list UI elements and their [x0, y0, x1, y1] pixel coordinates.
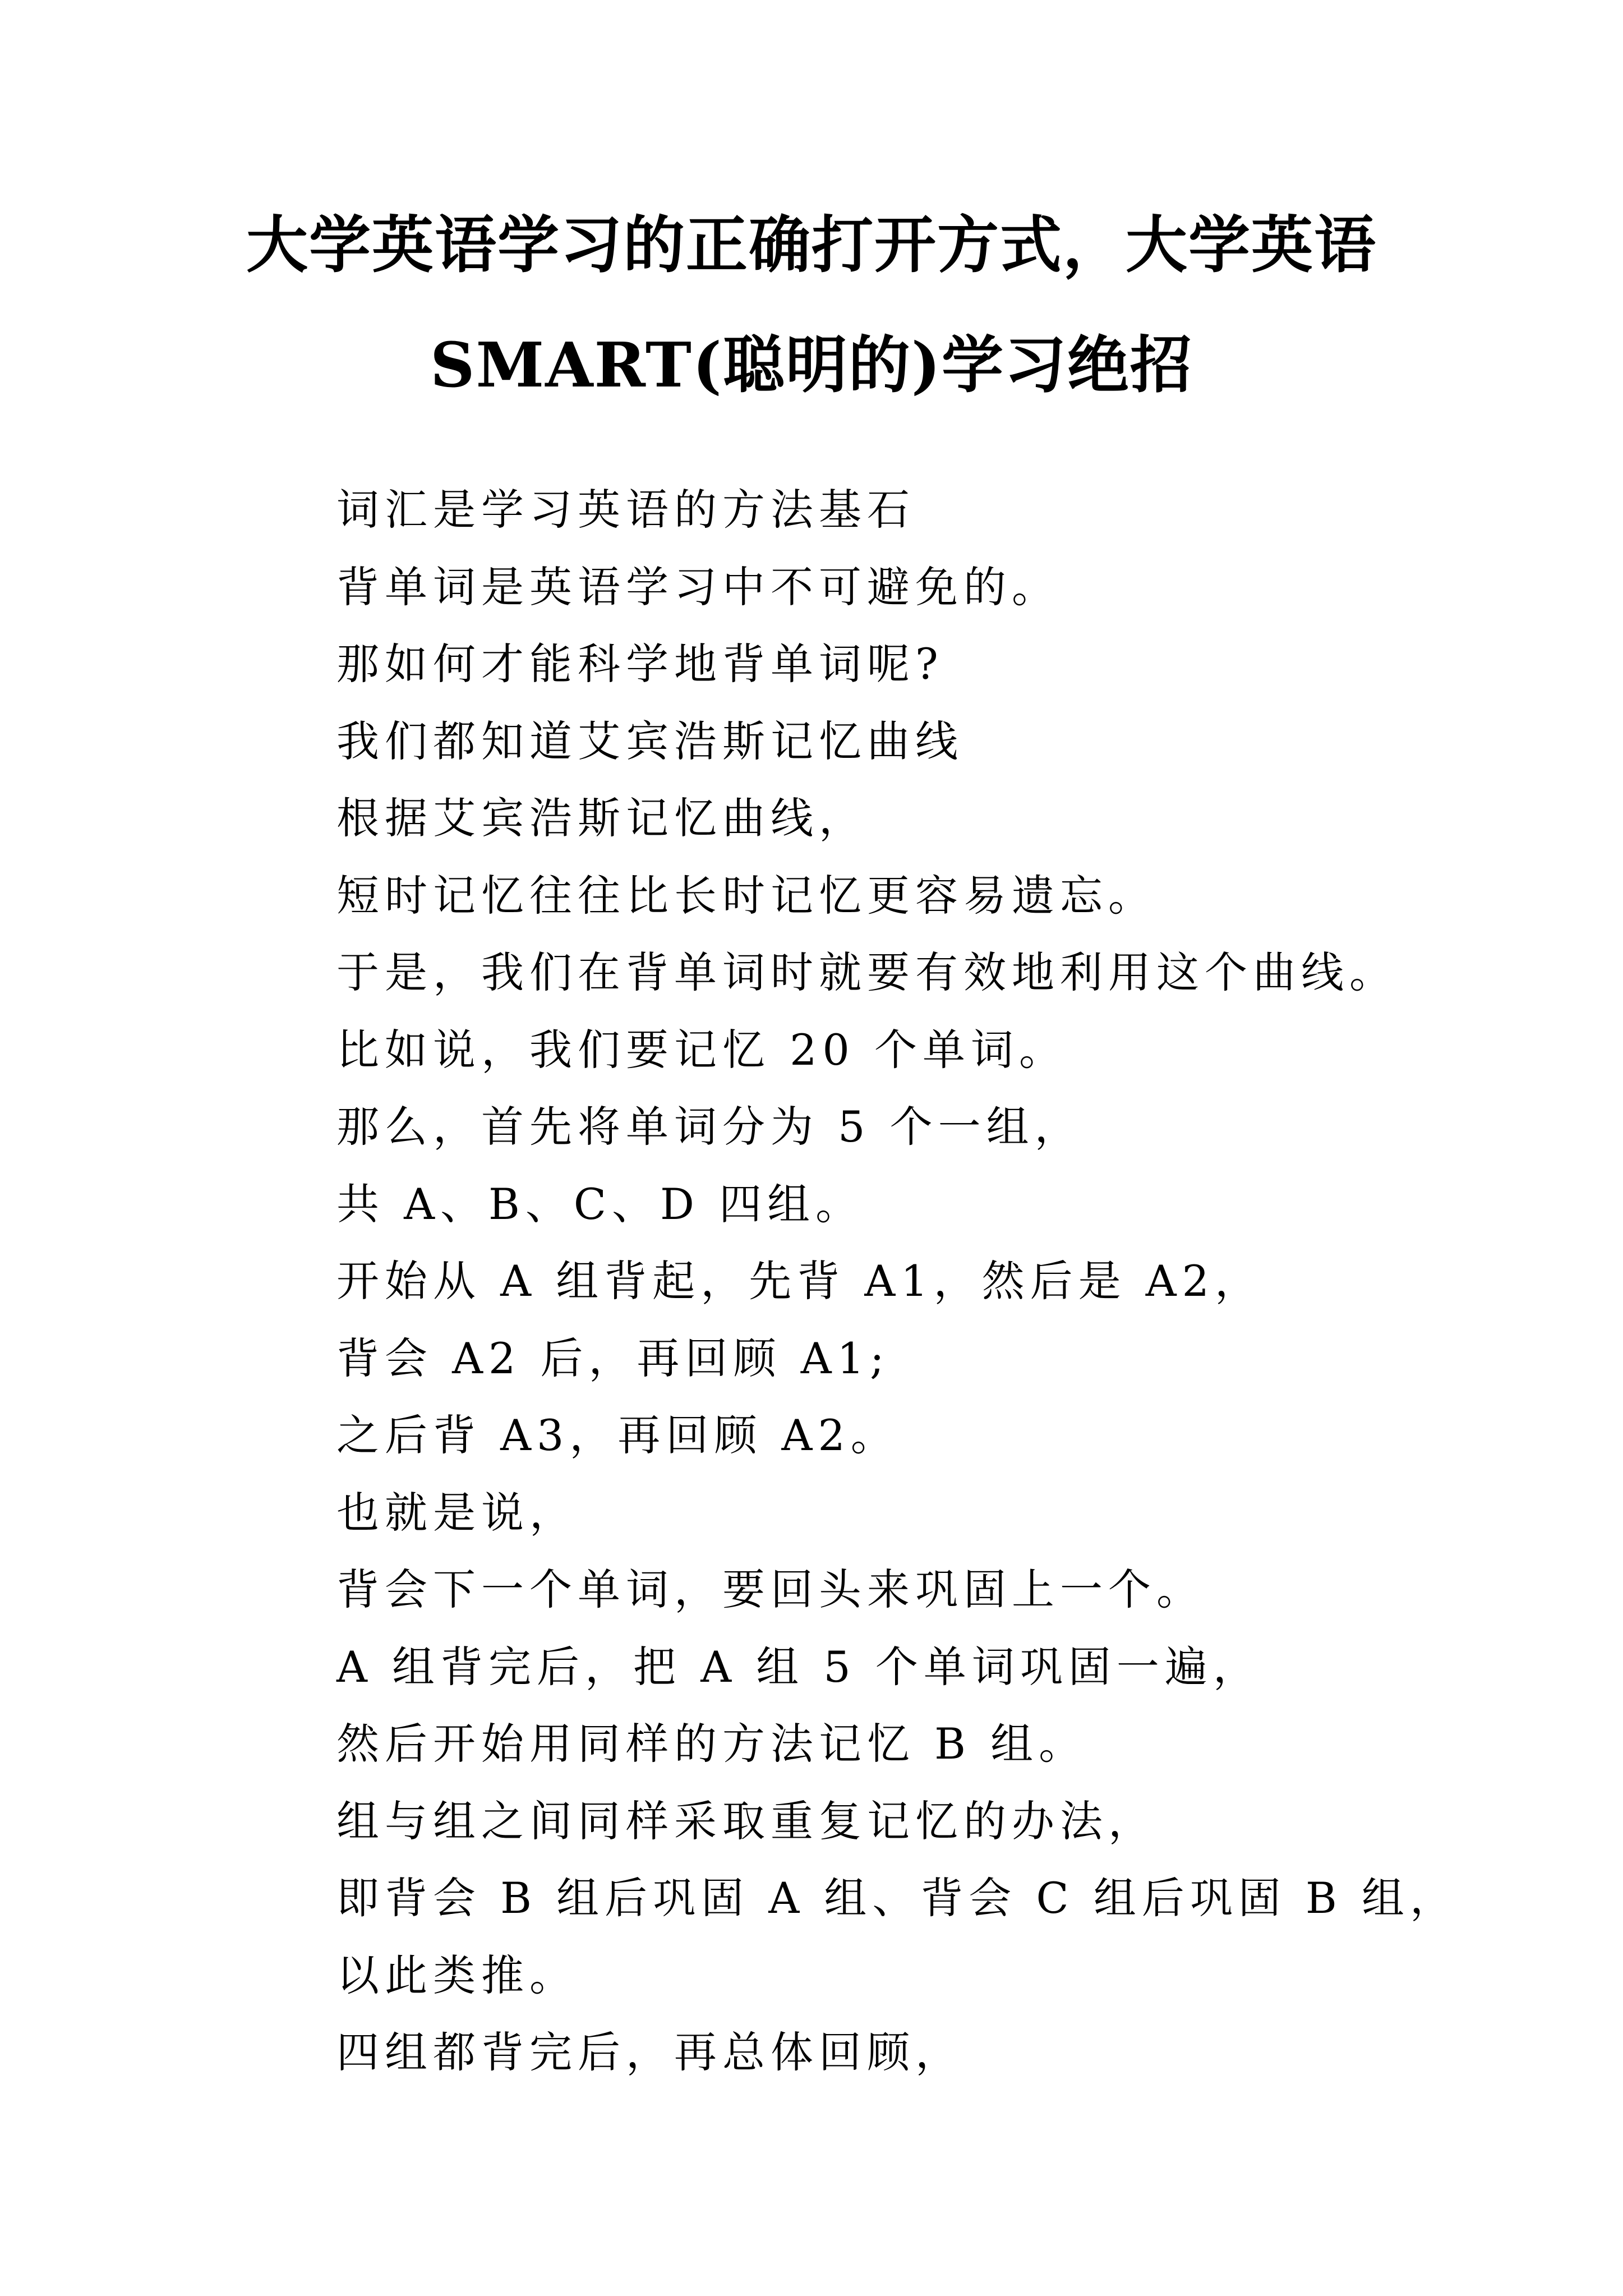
text-line: 那如何才能科学地背单词呢? [336, 639, 944, 689]
text-line: 即背会 B 组后巩固 A 组、背会 C 组后巩固 B 组， [336, 1873, 1458, 1923]
text-line: 四组都背完后，再总体回顾， [336, 2027, 963, 2077]
text-line: 根据艾宾浩斯记忆曲线， [336, 793, 867, 843]
text-line: 背会 A2 后，再回顾 A1; [336, 1333, 890, 1383]
text-line: 以此类推。 [336, 1950, 578, 2000]
text-line: 共 A、B、C、D 四组。 [336, 1179, 864, 1229]
text-line: 开始从 A 组背起，先背 A1，然后是 A2， [336, 1256, 1263, 1306]
text-line: 背单词是英语学习中不可避免的。 [336, 562, 1060, 612]
text-line: 之后背 A3，再回顾 A2。 [336, 1410, 899, 1460]
text-line: 短时记忆往往比长时记忆更容易遗忘。 [336, 870, 1156, 921]
text-line: 那么，首先将单词分为 5 个一组， [336, 1102, 1083, 1152]
text-line: 也就是说， [336, 1487, 578, 1538]
text-line: 词汇是学习英语的方法基石 [336, 485, 915, 535]
text-line: 然后开始用同样的方法记忆 B 组。 [336, 1719, 1087, 1769]
text-line: 我们都知道艾宾浩斯记忆曲线 [336, 716, 963, 766]
document-title [0, 185, 1623, 425]
text-line: A 组背完后，把 A 组 5 个单词巩固一遍， [336, 1641, 1261, 1692]
body-text [336, 471, 1514, 2091]
text-line: 背会下一个单词，要回头来巩固上一个。 [336, 1565, 1205, 1614]
text-line: 组与组之间同样采取重复记忆的办法， [336, 1796, 1156, 1846]
text-line: 比如说，我们要记忆 20 个单词。 [336, 1024, 1068, 1075]
text-line: 于是，我们在背单词时就要有效地利用这个曲线。 [336, 947, 1398, 997]
title-line-1: 大学英语学习的正确打开方式，大学英语 [246, 209, 1377, 281]
title-line-2: SMART(聪明的)学习绝招 [430, 329, 1193, 401]
